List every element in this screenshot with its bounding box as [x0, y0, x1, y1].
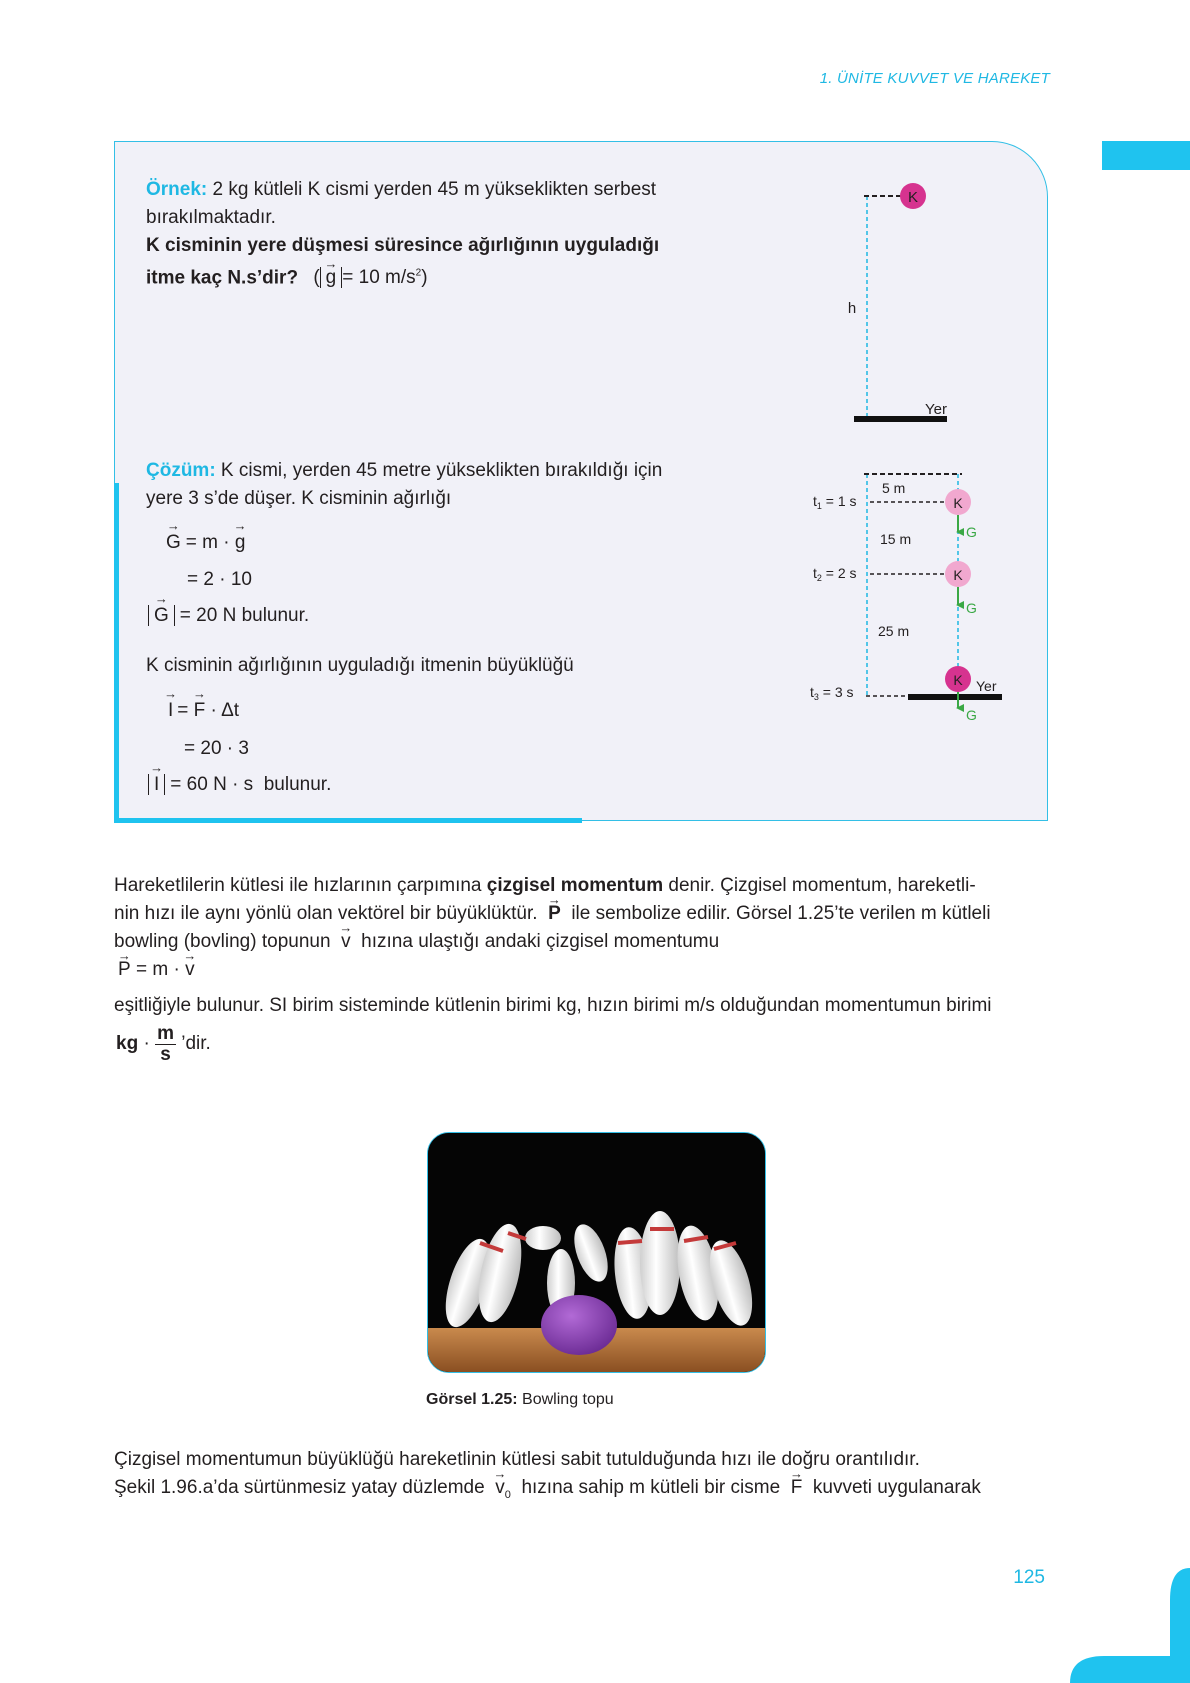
t1-label: $t_1 = 1$ s	[813, 493, 857, 511]
solution-label: Çözüm:	[146, 460, 216, 481]
unit-suffix: ’dir.	[175, 1033, 211, 1054]
eq1-rhs: = m ·	[185, 532, 235, 553]
ground-label: Yer	[925, 401, 947, 418]
example-question1: K cisminin yere düşmesi süresince ağırlığının uyguladığı	[146, 235, 660, 256]
v0-vector: → v	[495, 1474, 505, 1502]
p1-text-a: Hareketlilerin kütlesi ile hızlarının çarpımına	[114, 875, 487, 896]
t2-label: $t_2 = 2$ s	[813, 565, 857, 583]
solution-accent-bar	[114, 483, 119, 823]
bowling-ball	[541, 1295, 617, 1355]
v0-subscript: 0	[504, 1488, 511, 1501]
height-label: h	[847, 300, 857, 317]
example-line1: 2 kg kütleli K cismi yerden 45 m yükseklikten serbest	[207, 179, 657, 200]
F-vector-footer: → F	[791, 1474, 803, 1502]
caption-label: Görsel 1.25:	[426, 1391, 518, 1408]
ball-k-t3-label: K	[953, 672, 963, 688]
closing-line2-c: kuvveti uygulanarak	[802, 1477, 981, 1498]
caption-text: Bowling topu	[517, 1391, 614, 1408]
G-vector-abs: → G	[154, 605, 169, 627]
equation-impulse-result	[148, 774, 331, 796]
side-tab	[1102, 141, 1190, 170]
given-exp: 2	[415, 268, 422, 279]
p4-mid: = m ·	[130, 959, 186, 980]
solution-line1: K cismi, yerden 45 metre yükseklikten bırakıldığı için	[215, 460, 663, 481]
bowling-illustration	[428, 1133, 765, 1372]
unit-denominator: s	[160, 1043, 171, 1065]
force-label-t2: G	[966, 600, 977, 616]
force-label-t3: G	[966, 707, 977, 723]
given-value: = 10 m/s	[342, 267, 416, 289]
closing-line1: Çizgisel momentumun büyüklüğü hareketlinin kütlesi sabit tutulduğunda hızı ile doğru orantılıdır.	[114, 1449, 920, 1470]
F-vector: → F	[194, 700, 206, 722]
free-fall-diagram	[800, 176, 1000, 431]
figure-caption	[426, 1391, 614, 1409]
eq4-eq: =	[177, 700, 194, 721]
p2-text-a: nin hızı ile aynı yönlü olan vektörel bir büyüklüktür.	[114, 903, 549, 924]
p1-bold-term: çizgisel momentum	[486, 875, 664, 896]
equation-weight-values: = 2 · 10	[187, 569, 252, 590]
unit-paragraph: eşitliğiyle bulunur. SI birim sisteminde kütlenin birimi kg, hızın birimi m/s olduğundan momentumun birimi	[114, 995, 992, 1016]
eq4-rest: · Δt	[205, 700, 240, 721]
ball-k-label: K	[907, 189, 919, 206]
force-label-t1: G	[966, 524, 977, 540]
momentum-paragraph	[114, 872, 1044, 984]
eq3-rhs: = 20 N bulunur.	[179, 605, 310, 626]
v-vector-eq: → v	[185, 956, 195, 984]
ball-k-t1-label: K	[953, 495, 963, 511]
P-vector: → P	[548, 900, 561, 928]
I-vector-abs: → I	[154, 774, 159, 796]
g-vector: → g	[326, 264, 337, 292]
example-line2: bırakılmaktadır.	[146, 207, 276, 228]
G-vector: → G	[166, 532, 181, 554]
v-vector: → v	[341, 928, 351, 956]
equation-impulse-values: = 20 · 3	[184, 738, 249, 759]
equation-impulse	[168, 700, 239, 722]
I-vector: → I	[168, 700, 173, 722]
equation-weight-result	[148, 605, 309, 627]
example-label: Örnek:	[146, 179, 208, 200]
closing-line2-a: Şekil 1.96.a’da sürtünmesiz yatay düzlemde	[114, 1477, 496, 1498]
example-text	[146, 176, 706, 292]
p3-text-b: hızına ulaştığı andaki çizgisel momentumu	[350, 931, 720, 952]
closing-line2-b: hızına sahip m kütleli bir cisme	[510, 1477, 791, 1498]
solution-accent-underline	[114, 818, 582, 823]
unit-numerator: m	[157, 1022, 174, 1044]
distance-25m: 25 m	[878, 623, 910, 639]
distance-15m: 15 m	[880, 531, 912, 547]
solution-text	[146, 457, 706, 513]
unit-header: 1. ÜNİTE KUVVET VE HAREKET	[819, 70, 1050, 87]
solution-line2: yere 3 s’de düşer. K cisminin ağırlığı	[146, 488, 452, 509]
p3-text-a: bowling (bovling) topunun	[114, 931, 342, 952]
momentum-unit	[116, 1022, 211, 1066]
distance-5m: 5 m	[882, 480, 906, 496]
eq6-rhs: = 60 N · s bulunur.	[170, 774, 332, 795]
ground-label-2: Yer	[976, 678, 997, 694]
P-vector-eq: → P	[118, 956, 131, 984]
unit-fraction	[155, 1024, 176, 1065]
ball-k-t2-label: K	[953, 567, 963, 583]
p2-text-b: ile sembolize edilir. Görsel 1.25’te verilen m kütleli	[560, 903, 991, 924]
unit-kg: kg	[116, 1033, 139, 1054]
equation-weight	[166, 532, 245, 554]
p1-text-b: denir. Çizgisel momentum, hareketli-	[663, 875, 976, 896]
page-corner-tab	[1070, 1560, 1190, 1683]
t3-label: $t_3 = 3$ s	[810, 684, 854, 702]
example-question2: itme kaç N.s’dir?	[146, 267, 299, 289]
closing-paragraph	[114, 1446, 1044, 1509]
unit-dot: ·	[138, 1033, 156, 1054]
motion-steps-diagram	[800, 462, 1020, 732]
impulse-intro: K cisminin ağırlığının uyguladığı itmenin büyüklüğü	[146, 655, 574, 676]
given-gravity: (→ g = 10 $m/s^2$)	[313, 267, 427, 288]
page-number: 125	[1013, 1567, 1045, 1588]
bowling-photo	[427, 1132, 766, 1373]
g-vector-eq: → g	[235, 532, 246, 554]
